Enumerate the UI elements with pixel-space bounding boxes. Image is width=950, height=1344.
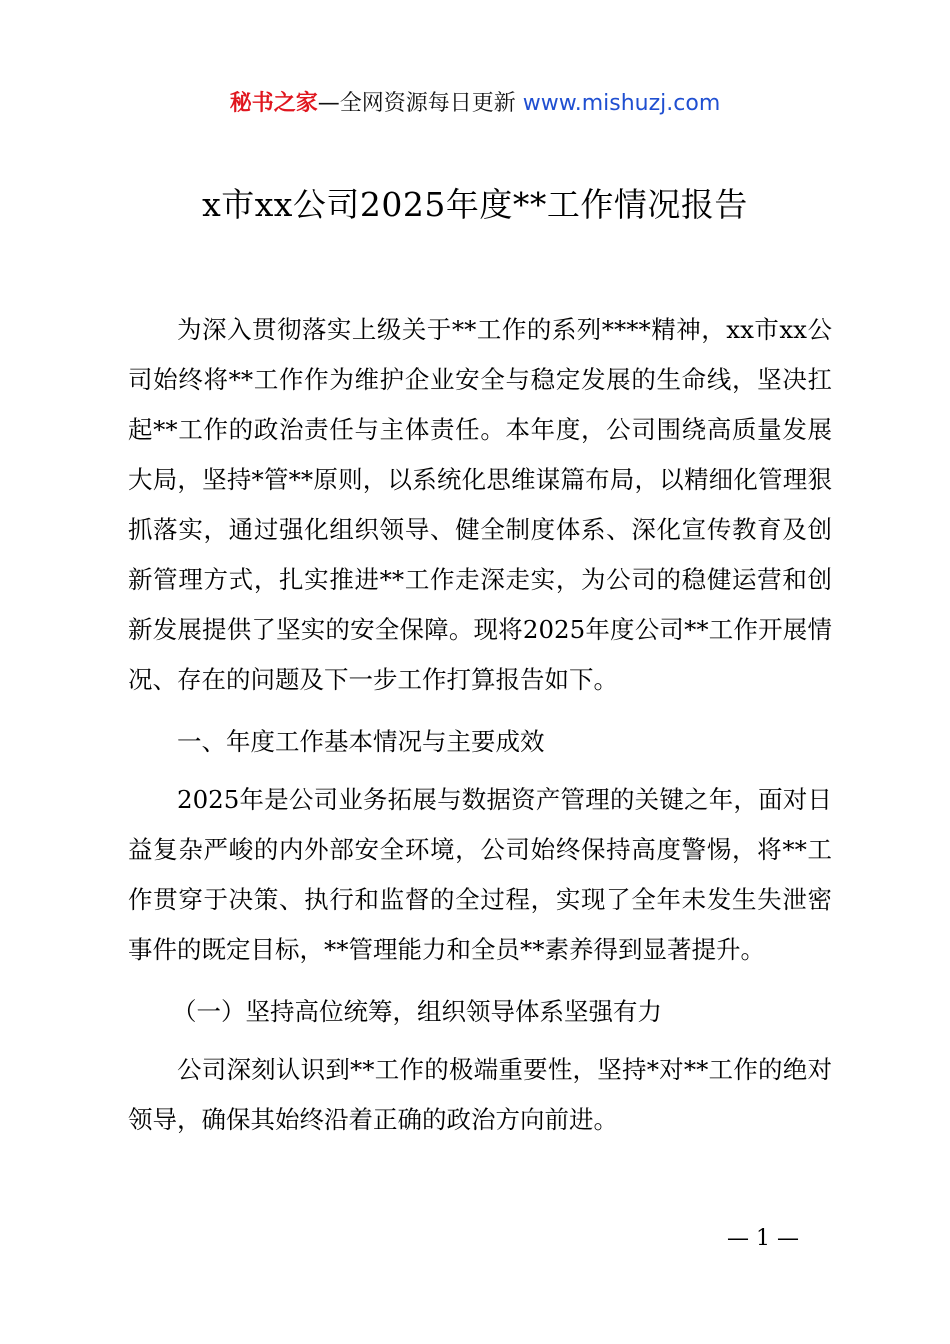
subsection-heading-1: （一）坚持高位统筹，组织领导体系坚强有力 xyxy=(172,997,662,1026)
section-1-paragraph: 2025年是公司业务拓展与数据资产管理的关键之年，面对日益复杂严峻的内外部安全环境，公司始终保持高度警惕，将**工作贯穿于决策、执行和监督的全过程，实现了全年未发生失泄密事件的既定目标，**管理能力和全员**素养得到显著提升。 xyxy=(128,785,832,964)
paragraph-spacer xyxy=(128,705,832,713)
document-body xyxy=(128,305,832,1145)
subsection-1-paragraph: 公司深刻认识到**工作的极端重要性，坚持*对**工作的绝对领导，确保其始终沿着正确的政治方向前进。 xyxy=(128,1055,832,1134)
banner-brand: 秘书之家 xyxy=(229,91,318,116)
document-title: x市xx公司2025年度**工作情况报告 xyxy=(202,185,748,224)
section-heading-1: 一、年度工作基本情况与主要成效 xyxy=(177,727,545,756)
site-banner xyxy=(0,86,950,122)
paragraph-spacer xyxy=(128,975,832,983)
intro-paragraph: 为深入贯彻落实上级关于**工作的系列****精神，xx市xx公司始终将**工作作为维护企业安全与稳定发展的生命线，坚决扛起**工作的政治责任与主体责任。本年度，公司围绕高质量发展大局，坚持*管**原则，以系统化思维谋篇布局，以精细化管理狠抓落实，通过强化组织领导、健全制度体系、深化宣传教育及创新管理方式，扎实推进**工作走深走实，为公司的稳健运营和创新发展提供了坚实的安全保障。现将2025年度公司**工作开展情况、存在的问题及下一步工作打算报告如下。 xyxy=(128,315,832,694)
page-number: — 1 — xyxy=(727,1226,799,1251)
banner-tagline: —全网资源每日更新 xyxy=(317,91,523,116)
banner-site-link[interactable]: www.mishuzj.com xyxy=(522,91,721,116)
